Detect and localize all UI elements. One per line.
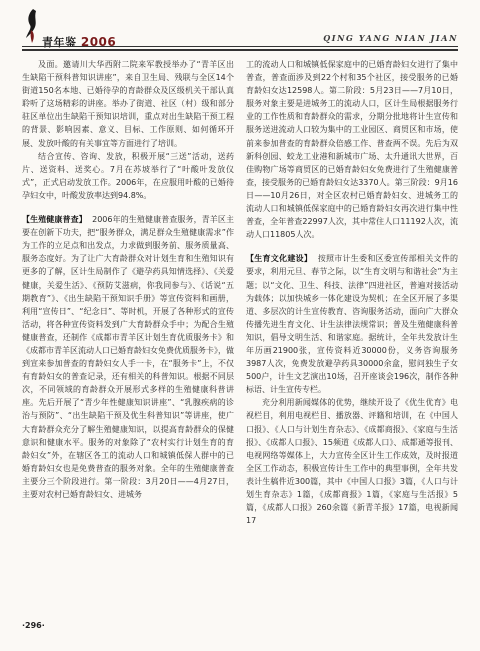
- brand-rest: 年鉴: [53, 36, 77, 49]
- paragraph: 及面。邀请川大华西附二院来军教授举办了“青羊区出生缺陷干预科普知识讲座”，来自卫生局、残联与全区14个街道150名本地、已婚待孕的育龄群众及区级机关干部认真聆听了这场精彩的讲座。举办了街道、社区（村）级和部分驻区单位出生缺陷干预知识培训，重点对出生缺陷干预工程的背景、影响因素、意义、目标、工作原则、如何循环开展、发放叶酸的有关事宜等方面进行了培训。: [22, 60, 234, 148]
- page-number: ·296·: [22, 621, 45, 630]
- brand-cn: 青: [42, 36, 54, 49]
- page-header: [0, 0, 480, 48]
- paragraph: 结合宣传、咨询、发放，积极开展“三送”活动，送药片、送资料、送奖心。7月在苏坡举行了“叶酸叶发放仪式”，正式启动发放工作。2006年，在应服用叶酸的已婚待孕妇女中，叶酸发放率达到94.8%。: [22, 151, 234, 200]
- header-rule-thin: [22, 46, 458, 47]
- paragraph: 充分利用新闻媒体的优势，继续开设了《优生优育》电视栏目，利用电视栏目、播放器、评籍和培训，在《中国人口报》、《人口与计划生育杂志》、《成都商报》、《家庭与生活报》、《成都人口报》、15频道《成都人口》、成都通等报刊、电视网络等媒体上，大力宣传全区计生工作成效，及时报道全区工作动态，积极宣传计生工作中的典型事例，全年共发表计生稿件近300篇，其中《中国人口报》3篇，《人口与计划生育杂志》1篇，《成都商报》1篇，《家庭与生活报》5篇，《成都人口报》260余篇《新青羊报》17篇，电视新闻17: [246, 398, 458, 526]
- section-heading: 【生育文化建设】: [246, 254, 313, 264]
- section-body: 2006年的生殖健康普查服务，青羊区主要在创新下功夫，把“服务群众，满足群众生殖健康需求”作为工作的立足点和出发点，力求做到服务前、服务质量高、服务态度好。为了让广大育龄群众对计划生育和生殖知识有更多的了解，区计生局制作了《避孕药具知情选择》、《关爱健康，关爱生活》、《预防艾滋病，你我同参与》、《话说“五期教育”》、《出生缺陷干预知识手册》等宣传资料和画册，利用“宣传日”、“纪念日”、等时机，开展了各种形式的宣传活动，将各种宣传资料发到广大育龄群众手中；为配合生殖健康普查，还制作《成都市青羊区计划生育优质服务卡》和《成都市青羊区流动人口已婚育龄妇女免费优质服务卡》，做到宣来参加普查的育龄妇女人手一卡，在“服务卡”上，不仅有育龄妇女的普查记录，还有相关的科普知识。根据不同层次，不同领域的育龄群众开展形式多样的生殖健康科普讲座。先后开展了“青少年性健康知识讲座”、“乳腺疾病的诊治与预防”、“出生缺陷干预及优生科普知识”等讲座，使广大育龄群众充分了解生殖健康知识，以提高育龄群众的保健意识和健康水平。服务的对象除了“农村实行计划生育的育龄妇女”外，在辖区各工的流动人口和城镇低保人群中的已婚育龄妇女也是免费普查的服务对象。全年的生殖健康普查主要分三个阶段进行。第一阶段：3月20日——4月27日，主要对农村已婚育龄妇女、进城务: [22, 215, 235, 499]
- right-column: [246, 58, 458, 527]
- section-heading: 【生殖健康普查】: [22, 215, 87, 225]
- header-rule-thick: [22, 49, 458, 51]
- paragraph: 工的流动人口和城镇低保家庭中的已婚育龄妇女进行了集中普查，普查面涉及到22个村和35个社区，接受服务的已婚育龄妇女达12598人。第二阶段：5月23日——7月10日，服务对象主要是进城务工的流动人口，区计生局根据服务行业的工作性质和育龄群众的需求，分期分批地将计生宣传和服务送进流动人口较为集中的工业园区、商贸区和市场，使前来参加普查的育龄群众倍感工作、普查两不误。先后为双新科创园、蛟龙工业港和新城市广场、太升通讯大世界，百佳购物广场等商贸区的已婚育龄妇女免费进行了生殖健康普查，接受服务的已婚育龄妇女达3370人。第三阶段：9月16日——10月26日，对全区农村已婚育龄妇女、进城务工的流动人口和城镇低保家庭中的已婚育龄妇女再次进行集中性普查，全年普查22997人次，其中常住人口11192人次，流动人口11805人次。: [246, 60, 458, 240]
- yearbook-brand: [42, 34, 116, 50]
- section-paragraph: [246, 252, 458, 396]
- section-paragraph: [22, 213, 234, 501]
- section-body: 按照市计生委和区委宣传部相关文件的要求，利用元旦、春节之际，以“生育文明与和谐社会”为主题；以“文化、卫生、科技、法律”四进社区，普遍对接活动为载体；以加快城乡一体化建设为契机；在全区开展了多渠道、多层次的计生宣传教育、咨询服务活动，面向广大群众传播先进生育文化、计生法律法规常识；普及生殖健康科普知识，倡导文明生活、和谐家庭。据统计，全年共发放计生年历画21900张，宣传资料近30000份，义务咨询服务3987人次，免费发放避孕药具30000余盒，慰问独生子女500户，计生文艺演出10场，召开座谈会196次，制作各种标语、计生宣传专栏。: [246, 254, 458, 395]
- brand-english: QING YANG NIAN JIAN: [323, 33, 458, 43]
- left-column: [22, 58, 234, 501]
- brush-logo-icon: [24, 8, 38, 44]
- brand-year: 2006: [80, 35, 117, 49]
